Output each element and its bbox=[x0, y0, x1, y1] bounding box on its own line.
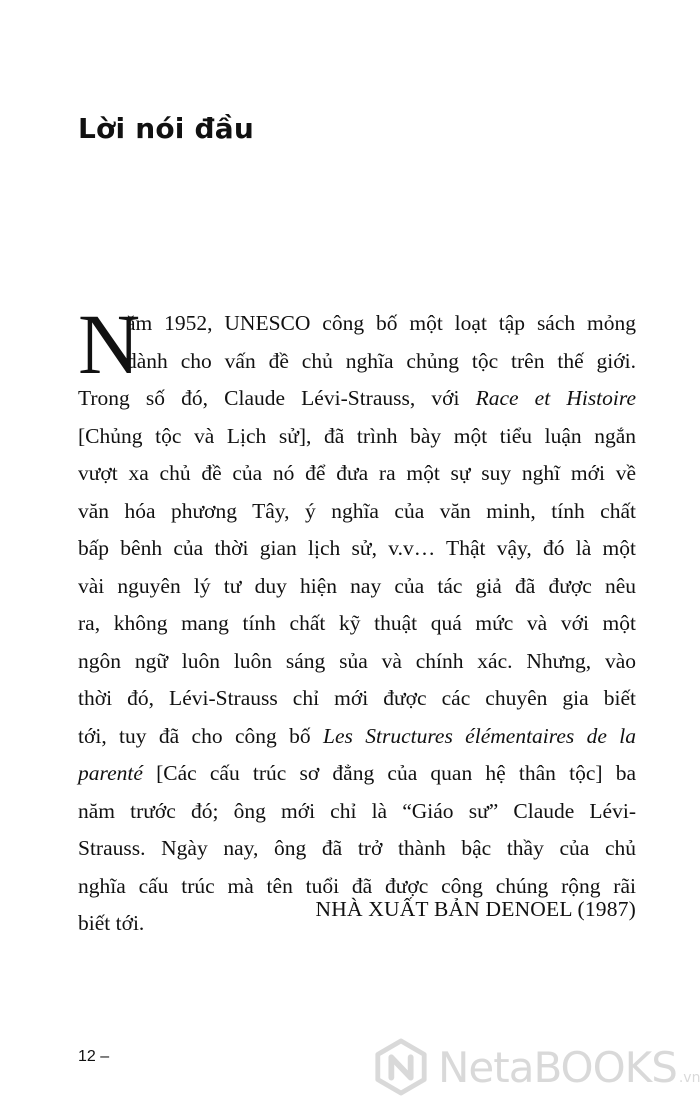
text-line: nghĩa cấu trúc mà tên tuổi đã được công chúng rộng rãi bbox=[78, 873, 636, 898]
watermark-domain: .vn bbox=[678, 1070, 700, 1086]
drop-cap: N bbox=[78, 296, 141, 392]
page-number: 12 – bbox=[78, 1048, 110, 1065]
text-line: văn hóa phương Tây, ý nghĩa của văn minh, tính chất bbox=[78, 498, 636, 523]
text-line: vượt xa chủ đề của nó để đưa ra một sự suy nghĩ mới về bbox=[78, 461, 636, 485]
watermark-brand: NetaBOOKS bbox=[438, 1042, 677, 1092]
book-title-italic: parenté bbox=[78, 761, 143, 785]
text-line: năm trước đó; ông mới chỉ là “Giáo sư” Claude Lévi- bbox=[78, 798, 636, 823]
text-line: tới, tuy đã cho công bố Les Structures élémentaires de la bbox=[78, 723, 636, 748]
watermark bbox=[372, 1036, 700, 1098]
book-title-italic: Race et Histoire bbox=[475, 386, 636, 410]
book-title-italic: Les Structures élémentaires de la bbox=[323, 723, 636, 748]
text-line: Trong số đó, Claude Lévi-Strauss, với Race et Histoire bbox=[78, 386, 636, 410]
text-line: thời đó, Lévi-Strauss chỉ mới được các chuyên gia biết bbox=[78, 686, 636, 710]
text-line: ra, không mang tính chất kỹ thuật quá mức và với một bbox=[78, 611, 636, 635]
text-line: Strauss. Ngày nay, ông đã trở thành bậc thầy của chủ bbox=[78, 836, 636, 860]
text-line: ăm 1952, UNESCO công bố một loạt tập sách mỏng bbox=[126, 311, 636, 335]
publisher-signature: NHÀ XUẤT BẢN DENOEL (1987) bbox=[315, 897, 636, 921]
text-line: [Chủng tộc và Lịch sử], đã trình bày một tiểu luận ngắn bbox=[78, 423, 636, 448]
text-line: dành cho vấn đề chủ nghĩa chủng tộc trên thế giới. bbox=[126, 348, 636, 373]
text-line: bấp bênh của thời gian lịch sử, v.v… Thật vậy, đó là một bbox=[78, 536, 636, 560]
preface-paragraph bbox=[78, 296, 636, 943]
netabooks-logo-icon bbox=[372, 1038, 430, 1096]
page-title: Lời nói đầu bbox=[78, 112, 255, 145]
text-line: biết tới. bbox=[78, 911, 145, 935]
text-line: ngôn ngữ luôn luôn sáng sủa và chính xác. Nhưng, vào bbox=[78, 648, 636, 673]
text-line: vài nguyên lý tư duy hiện nay của tác giả đã được nêu bbox=[78, 573, 636, 598]
text-line: parenté [Các cấu trúc sơ đẳng của quan hệ thân tộc] ba bbox=[78, 761, 636, 785]
